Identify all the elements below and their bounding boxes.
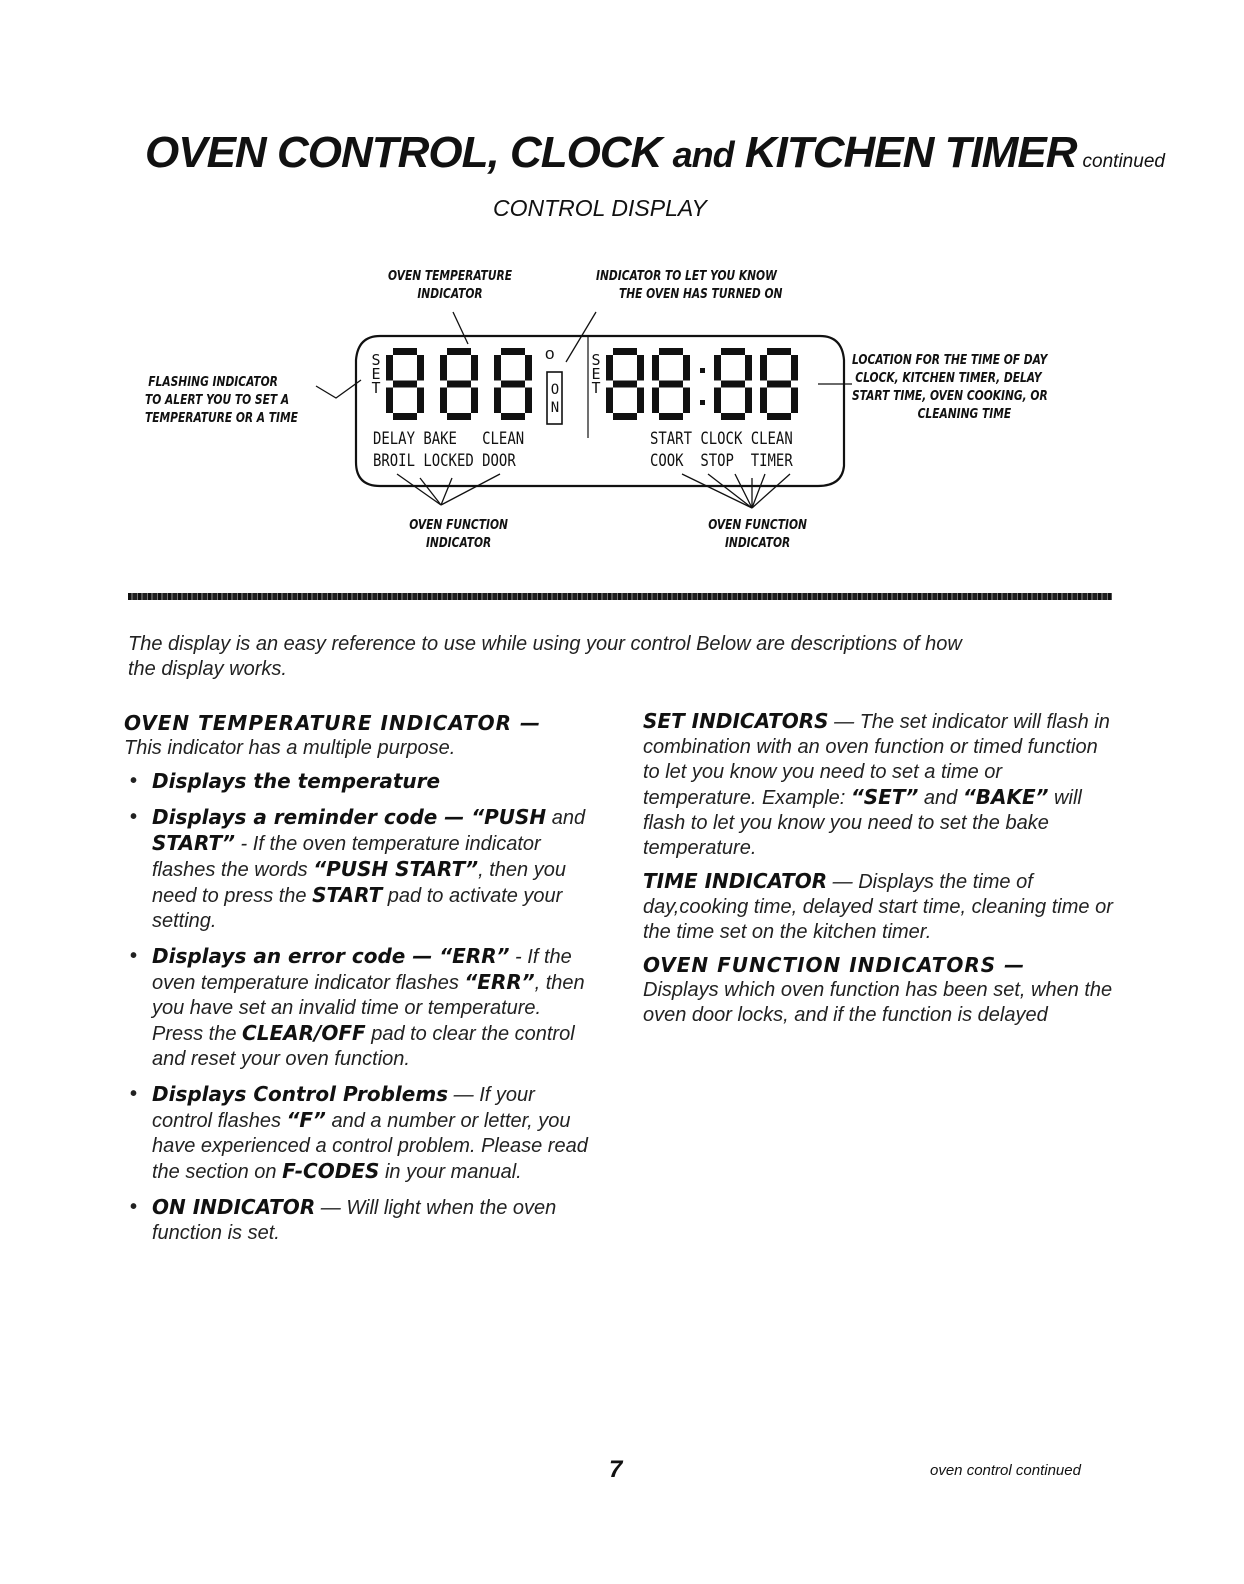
bullet-icon: • bbox=[130, 770, 138, 792]
intro-paragraph bbox=[128, 632, 1128, 682]
bullet-title: Displays Control Problems bbox=[152, 1082, 449, 1106]
on-letter: O bbox=[550, 382, 560, 398]
leader-line bbox=[735, 474, 752, 508]
page-number: 7 bbox=[609, 1456, 623, 1483]
digit-segment bbox=[417, 388, 424, 414]
bullet-bold: F-CODES bbox=[282, 1159, 380, 1183]
list-item bbox=[124, 1082, 594, 1185]
digit-segment bbox=[659, 381, 683, 388]
digit-segment bbox=[791, 355, 798, 381]
callout-line: FLASHING INDICATOR bbox=[148, 375, 278, 390]
digit-segment bbox=[613, 381, 637, 388]
callout-line: OVEN FUNCTION bbox=[708, 518, 807, 533]
set-indicator-left bbox=[370, 353, 382, 395]
bullet-title: Displays a reminder code — “PUSH bbox=[152, 805, 547, 829]
title-continued: continued bbox=[1082, 151, 1165, 172]
right-column bbox=[643, 709, 1115, 1036]
lcd-label-stop: STOP bbox=[700, 451, 734, 471]
digit-segment bbox=[525, 388, 532, 414]
callout-line: INDICATOR bbox=[724, 536, 791, 551]
digit-segment bbox=[440, 388, 447, 414]
bullet-bold: CLEAR/OFF bbox=[242, 1021, 366, 1045]
digit-segment bbox=[494, 355, 501, 381]
lcd-right-row2 bbox=[650, 451, 793, 471]
digit-segment bbox=[760, 355, 767, 381]
callout-line: THE OVEN HAS TURNED ON bbox=[618, 287, 783, 302]
digit-segment bbox=[606, 355, 613, 381]
digit-segment bbox=[471, 355, 478, 381]
section-subtitle: CONTROL DISPLAY bbox=[493, 195, 707, 221]
set-letter: E bbox=[591, 365, 601, 383]
bullet-text: , then you need to press the bbox=[152, 859, 566, 907]
digit-segment bbox=[760, 388, 767, 414]
leader-line bbox=[752, 474, 790, 508]
leader-line bbox=[316, 380, 361, 398]
digit-segment bbox=[447, 413, 471, 420]
title-word: CLOCK bbox=[509, 128, 662, 177]
time-indicator-heading: TIME INDICATOR bbox=[643, 869, 828, 893]
footer-note: oven control continued bbox=[930, 1462, 1081, 1479]
bullet-bold: START” bbox=[152, 831, 235, 855]
paragraph-text: and bbox=[918, 787, 963, 809]
intro-line: the display works. bbox=[128, 658, 287, 680]
callout-line: OVEN TEMPERATURE bbox=[388, 269, 512, 284]
lcd-label-bake: BAKE bbox=[423, 429, 457, 449]
digit-segment bbox=[525, 355, 532, 381]
callout-line: INDICATOR bbox=[425, 536, 492, 551]
digit-segment bbox=[791, 388, 798, 414]
set-letter: T bbox=[591, 379, 601, 397]
lcd-label-clock: CLOCK bbox=[700, 429, 743, 449]
callout-line: TEMPERATURE OR A TIME bbox=[145, 411, 298, 426]
digit-segment bbox=[471, 388, 478, 414]
digit-segment bbox=[721, 413, 745, 420]
bullet-icon: • bbox=[130, 1083, 138, 1105]
digit-segment bbox=[501, 413, 525, 420]
lcd-label-timer: TIMER bbox=[750, 451, 793, 471]
list-item bbox=[124, 805, 594, 934]
lcd-label-delay: DELAY bbox=[373, 429, 415, 449]
lcd-label-start: START bbox=[650, 429, 692, 449]
set-letter: T bbox=[371, 379, 381, 397]
paragraph-text: will flash to let you know you need to set the bake temperature. bbox=[643, 787, 1082, 859]
digit-segment bbox=[652, 355, 659, 381]
bullet-title: Displays an error code — “ERR” bbox=[152, 944, 510, 968]
lcd-label-broil: BROIL bbox=[373, 451, 415, 471]
lcd-label-locked: LOCKED bbox=[423, 451, 474, 471]
digit-segment bbox=[714, 355, 721, 381]
bullet-icon: • bbox=[130, 945, 138, 967]
set-letter: S bbox=[371, 351, 381, 369]
callout-line: LOCATION FOR THE TIME OF DAY bbox=[852, 353, 1048, 368]
bullet-text: and a number or letter, you have experienced a control problem. Please read the section on bbox=[152, 1110, 588, 1183]
callout-line: CLOCK, KITCHEN TIMER, DELAY bbox=[855, 371, 1042, 386]
paragraph-text: — The set indicator will flash in combination with an oven function or timed function to let you know you need to set a time or temperature. Example: bbox=[643, 711, 1110, 809]
callout-line: OVEN FUNCTION bbox=[409, 518, 508, 533]
paragraph-bold: “BAKE” bbox=[962, 785, 1049, 809]
digit-segment bbox=[721, 348, 745, 355]
leader-line bbox=[420, 478, 441, 505]
digit-segment bbox=[652, 388, 659, 414]
digit-segment bbox=[659, 348, 683, 355]
intro-line: The display is an easy reference to use while using your control Below are descriptions of how bbox=[128, 633, 962, 655]
set-indicators-heading: SET INDICATORS bbox=[643, 709, 829, 733]
list-item bbox=[124, 1195, 594, 1246]
leader-line bbox=[453, 312, 468, 344]
title-word: TIMER bbox=[944, 128, 1077, 177]
bullet-title: ON INDICATOR bbox=[152, 1195, 316, 1219]
lcd-label-clean: CLEAN bbox=[750, 429, 793, 449]
title-word: CONTROL, bbox=[276, 128, 499, 177]
on-indicator bbox=[549, 381, 561, 417]
leader-line bbox=[441, 478, 452, 505]
digit-segment bbox=[721, 381, 745, 388]
section-divider bbox=[128, 593, 1112, 600]
digit-segment bbox=[745, 355, 752, 381]
callout-line: CLEANING TIME bbox=[917, 407, 1012, 422]
set-indicators-paragraph bbox=[643, 709, 1115, 861]
bullet-bold: START bbox=[312, 883, 383, 907]
callout-line: INDICATOR bbox=[417, 287, 483, 302]
oven-temperature-heading: OVEN TEMPERATURE INDICATOR — bbox=[124, 711, 542, 735]
paragraph-bold: “SET” bbox=[850, 785, 919, 809]
bullet-text: , then you have set an invalid time or temperature. Press the bbox=[152, 972, 585, 1045]
digit-segment bbox=[393, 381, 417, 388]
oven-function-text: Displays which oven function has been set, when the oven door locks, and if the function is delayed bbox=[643, 979, 1113, 1026]
digit-segment bbox=[501, 348, 525, 355]
lcd-left-row1 bbox=[373, 429, 524, 449]
digit-segment bbox=[637, 355, 644, 381]
bullet-bold: “ERR” bbox=[464, 970, 535, 994]
oven-function-heading: OVEN FUNCTION INDICATORS — bbox=[643, 953, 1026, 977]
digit-segment bbox=[767, 381, 791, 388]
lcd-label-cook: COOK bbox=[650, 451, 684, 471]
digit-segment bbox=[683, 355, 690, 381]
time-indicator-paragraph bbox=[643, 869, 1115, 945]
oven-temperature-list bbox=[124, 769, 594, 1246]
set-letter: E bbox=[371, 365, 381, 383]
digit-segment bbox=[393, 348, 417, 355]
lcd-diagram bbox=[0, 0, 1244, 620]
digit-segment bbox=[386, 388, 393, 414]
digit-segment bbox=[767, 413, 791, 420]
bullet-text: pad to clear the control and reset your oven function. bbox=[152, 1023, 575, 1070]
leader-line bbox=[441, 474, 500, 505]
digit-segment bbox=[767, 348, 791, 355]
digit-segment bbox=[613, 413, 637, 420]
clock-colon bbox=[700, 368, 705, 373]
digit-segment bbox=[606, 388, 613, 414]
bullet-text: - If the oven temperature indicator flashes bbox=[152, 946, 572, 994]
on-letter: N bbox=[550, 400, 560, 416]
left-column bbox=[124, 711, 594, 1256]
bullet-icon: • bbox=[130, 806, 138, 828]
digit-segment bbox=[447, 381, 471, 388]
title-word: OVEN bbox=[145, 128, 266, 177]
digit-segment bbox=[501, 381, 525, 388]
leader-line bbox=[397, 474, 441, 505]
bullet-title: Displays the temperature bbox=[152, 769, 441, 793]
list-item bbox=[124, 769, 594, 795]
digit-segment bbox=[417, 355, 424, 381]
digit-segment bbox=[393, 413, 417, 420]
set-indicator-right bbox=[590, 353, 602, 395]
lcd-right-row1 bbox=[650, 429, 793, 449]
paragraph-text: — Displays the time of day,cooking time, delayed start time, cleaning time or the time set on the kitchen timer. bbox=[643, 871, 1113, 943]
bullet-icon: • bbox=[130, 1196, 138, 1218]
set-letter: S bbox=[591, 351, 601, 369]
lcd-label-clean: CLEAN bbox=[482, 429, 525, 449]
oven-temperature-intro: This indicator has a multiple purpose. bbox=[124, 737, 456, 759]
title-word: KITCHEN bbox=[744, 128, 934, 177]
bullet-bold: “F” bbox=[286, 1108, 326, 1132]
digit-segment bbox=[637, 388, 644, 414]
callout-line: START TIME, OVEN COOKING, OR bbox=[852, 389, 1048, 404]
bullet-text: - If the oven temperature indicator flashes the words bbox=[152, 833, 541, 881]
leader-line bbox=[682, 474, 752, 508]
digit-segment bbox=[714, 388, 721, 414]
callout-line: INDICATOR TO LET YOU KNOW bbox=[596, 269, 777, 284]
bullet-text: in your manual. bbox=[379, 1161, 522, 1183]
clock-colon bbox=[700, 400, 705, 405]
digit-segment bbox=[386, 355, 393, 381]
digit-segment bbox=[659, 413, 683, 420]
title-word: and bbox=[672, 134, 734, 175]
digit-segment bbox=[440, 355, 447, 381]
leader-line bbox=[708, 474, 752, 508]
digit-segment bbox=[447, 348, 471, 355]
digit-segment bbox=[745, 388, 752, 414]
bullet-bold: “PUSH START” bbox=[313, 857, 479, 881]
digit-segment bbox=[683, 388, 690, 414]
digit-segment bbox=[613, 348, 637, 355]
degree-symbol: o bbox=[545, 344, 555, 363]
callout-line: TO ALERT YOU TO SET A bbox=[145, 393, 290, 408]
bullet-text: pad to activate your setting. bbox=[152, 885, 563, 932]
bullet-text: and bbox=[551, 807, 586, 829]
lcd-label-door: DOOR bbox=[482, 451, 516, 471]
list-item bbox=[124, 944, 594, 1072]
bullet-text: — If your control flashes bbox=[152, 1084, 535, 1132]
digit-segment bbox=[494, 388, 501, 414]
lcd-left-row2 bbox=[373, 451, 516, 471]
bullet-text: — Will light when the oven function is set. bbox=[152, 1197, 557, 1244]
